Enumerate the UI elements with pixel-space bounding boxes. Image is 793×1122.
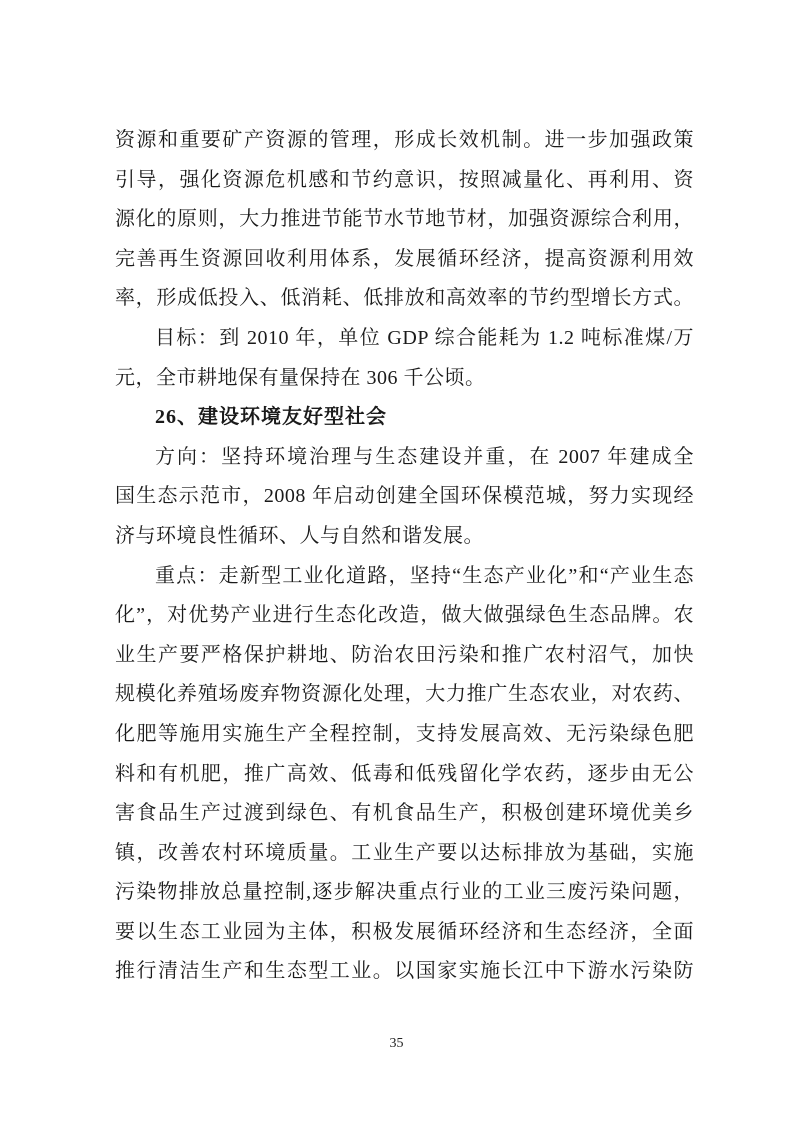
text-line: 方向：坚持环境治理与生态建设并重，在 2007 年建成全 [155,445,694,468]
paragraph-resource-management [115,121,694,319]
text-line: 目标：到 2010 年，单位 GDP 综合能耗为 1.2 吨标准煤/万 [155,326,694,349]
text-line: 重点：走新型工业化道路，坚持“生态产业化”和“产业生态 [155,564,694,587]
text-line: 规模化养殖场废弃物资源化处理，大力推广生态农业，对农药、 [115,683,694,706]
text-line: 化肥等施用实施生产全程控制，支持发展高效、无污染绿色肥 [115,722,694,745]
text-line: 污染物排放总量控制,逐步解决重点行业的工业三废污染问题， [115,881,694,904]
text-line: 料和有机肥，推广高效、低毒和低残留化学农药，逐步由无公 [115,762,694,785]
text-line: 引导，强化资源危机感和节约意识，按照减量化、再利用、资 [115,168,694,191]
document-body [115,121,694,992]
text-line: 国生态示范市，2008 年启动创建全国环保模范城，努力实现经 [115,485,694,508]
paragraph-goal-2010 [115,319,694,398]
paragraph-direction [115,438,694,557]
text-line: 害食品生产过渡到绿色、有机食品生产，积极创建环境优美乡 [115,802,694,825]
heading-line: 26、建设环境友好型社会 [155,406,387,429]
text-line: 镇，改善农村环境质量。工业生产要以达标排放为基础，实施 [115,841,694,864]
text-line: 化”，对优势产业进行生态化改造，做大做强绿色生态品牌。农 [115,604,694,627]
text-line: 济与环境良性循环、人与自然和谐发展。 [115,524,484,547]
text-line: 推行清洁生产和生态型工业。以国家实施长江中下游水污染防 [115,960,694,983]
text-line: 资源和重要矿产资源的管理，形成长效机制。进一步加强政策 [115,129,694,151]
text-line: 业生产要严格保护耕地、防治农田污染和推广农村沼气，加快 [115,643,694,666]
text-line: 率，形成低投入、低消耗、低排放和高效率的节约型增长方式。 [115,287,694,310]
heading-section-26 [115,398,694,438]
text-line: 要以生态工业园为主体，积极发展循环经济和生态经济，全面 [115,920,694,943]
text-line: 完善再生资源回收利用体系，发展循环经济，提高资源利用效 [115,247,694,270]
text-line: 源化的原则，大力推进节能节水节地节材，加强资源综合利用， [115,208,694,231]
paragraph-key-points [115,557,694,993]
text-line: 元，全市耕地保有量保持在 306 千公顷。 [115,366,486,389]
page-number: 35 [389,1036,404,1051]
